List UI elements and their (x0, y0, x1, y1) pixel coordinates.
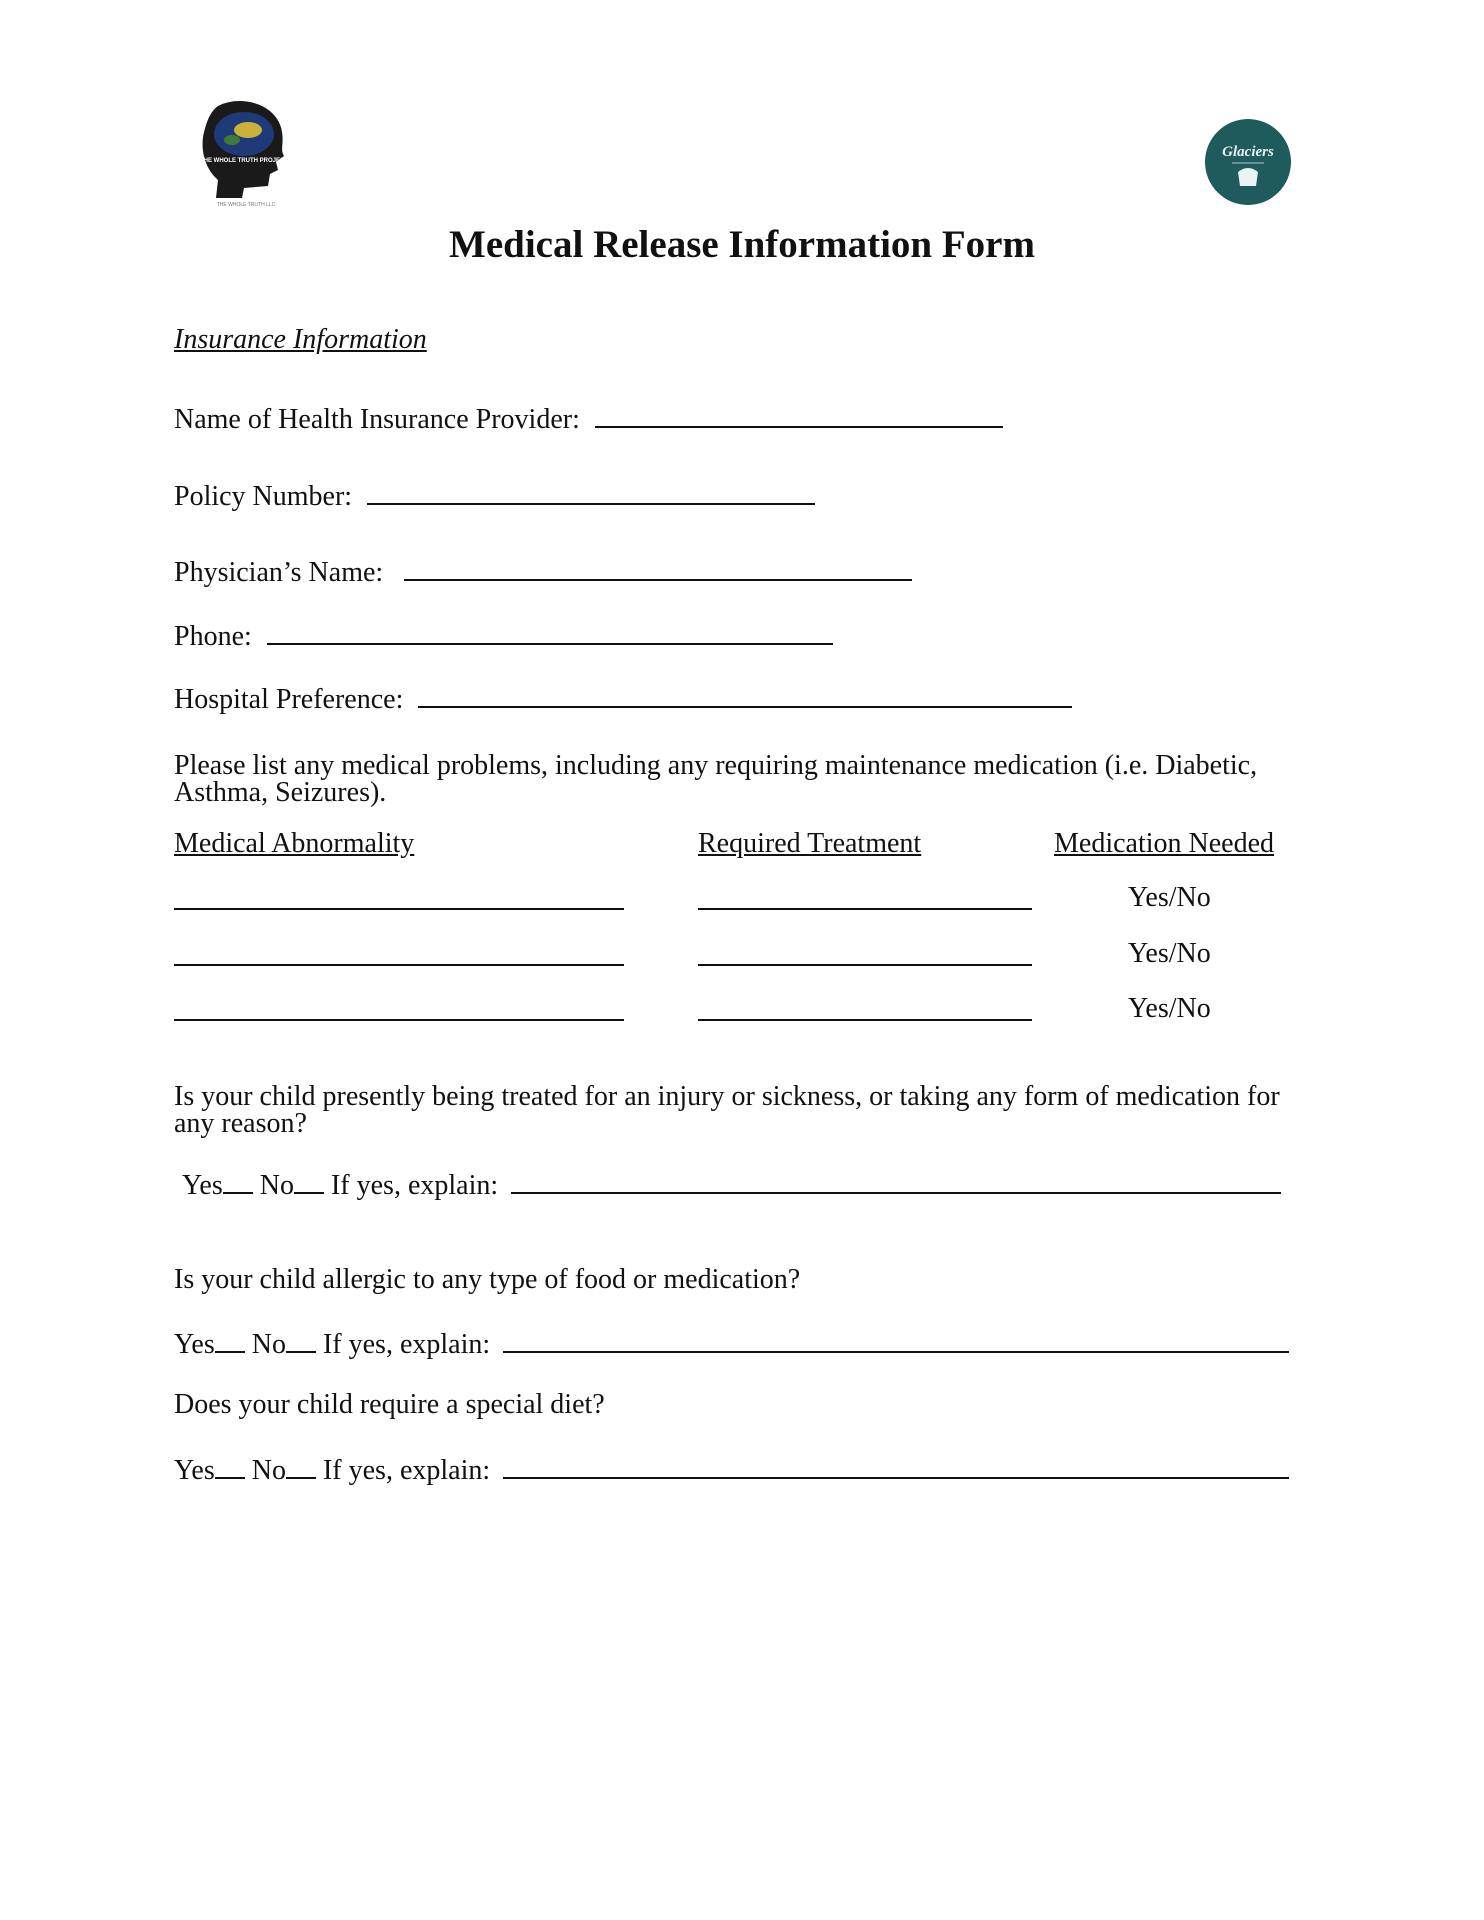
policy-label: Policy Number: (174, 481, 353, 512)
treatment-yes-label: Yes (182, 1170, 223, 1201)
abnormality-input-1[interactable] (174, 906, 624, 910)
column-header-medication: Medication Needed (1054, 828, 1275, 859)
allergy-question: Is your child allergic to any type of food or medication? (174, 1264, 801, 1295)
treatment-input-2[interactable] (698, 962, 1032, 966)
head-silhouette-logo (196, 98, 296, 208)
diet-yes-label: Yes (174, 1455, 215, 1486)
physician-label: Physician’s Name: (174, 557, 384, 588)
diet-explain-input[interactable] (503, 1451, 1289, 1479)
diet-question: Does your child require a special diet? (174, 1389, 605, 1420)
right-logo-caption: Glaciers (1222, 144, 1274, 160)
phone-label: Phone: (174, 621, 252, 652)
insurance-heading: Insurance Information (174, 324, 427, 355)
allergy-no-label: No (251, 1329, 286, 1360)
column-header-abnormality: Medical Abnormality (174, 828, 415, 859)
diet-answer-row (174, 1451, 1289, 1488)
treatment-no-input[interactable] (294, 1166, 324, 1194)
medication-yesno-3[interactable]: Yes/No (1128, 993, 1211, 1024)
physician-input[interactable] (404, 553, 912, 581)
column-header-treatment: Required Treatment (698, 828, 922, 859)
page-title: Medical Release Information Form (449, 223, 1035, 266)
provider-input[interactable] (595, 400, 1003, 428)
abnormality-input-3[interactable] (174, 1017, 624, 1021)
treatment-input-1[interactable] (698, 906, 1032, 910)
diet-yes-input[interactable] (215, 1451, 245, 1479)
policy-row (174, 477, 815, 514)
phone-input[interactable] (267, 617, 833, 645)
provider-row (174, 400, 1003, 437)
left-logo-caption: THE WHOLE TRUTH PROJECT (200, 158, 288, 164)
hospital-row (174, 680, 1072, 717)
allergy-explain-input[interactable] (503, 1325, 1289, 1353)
treatment-explain-input[interactable] (511, 1166, 1281, 1194)
abnormality-input-2[interactable] (174, 962, 624, 966)
diet-no-label: No (251, 1455, 286, 1486)
medication-yesno-2[interactable]: Yes/No (1128, 938, 1211, 969)
diet-no-input[interactable] (286, 1451, 316, 1479)
treatment-input-3[interactable] (698, 1017, 1032, 1021)
allergy-answer-row (174, 1325, 1289, 1362)
hospital-input[interactable] (418, 680, 1072, 708)
physician-row (174, 553, 912, 590)
phone-row (174, 617, 833, 654)
allergy-no-input[interactable] (286, 1325, 316, 1353)
allergy-yes-label: Yes (174, 1329, 215, 1360)
hospital-label: Hospital Preference: (174, 684, 404, 715)
provider-label: Name of Health Insurance Provider: (174, 404, 580, 435)
left-logo-footer: THE WHOLE TRUTH LLC (216, 202, 276, 208)
treatment-yes-input[interactable] (223, 1166, 253, 1194)
glaciers-logo (1204, 118, 1292, 206)
treatment-question: Is your child presently being treated for an injury or sickness, or taking any form of medication for any reason? (174, 1081, 1280, 1139)
treatment-explain-label: If yes, explain: (330, 1170, 499, 1201)
medical-instruction: Please list any medical problems, including any requiring maintenance medication (i.e. Diabetic, Asthma, Seizures). (174, 750, 1258, 808)
policy-input[interactable] (367, 477, 815, 505)
medication-yesno-1[interactable]: Yes/No (1128, 882, 1211, 913)
treatment-no-label: No (259, 1170, 294, 1201)
allergy-explain-label: If yes, explain: (322, 1329, 491, 1360)
treatment-answer-row (182, 1166, 1281, 1203)
allergy-yes-input[interactable] (215, 1325, 245, 1353)
diet-explain-label: If yes, explain: (322, 1455, 491, 1486)
